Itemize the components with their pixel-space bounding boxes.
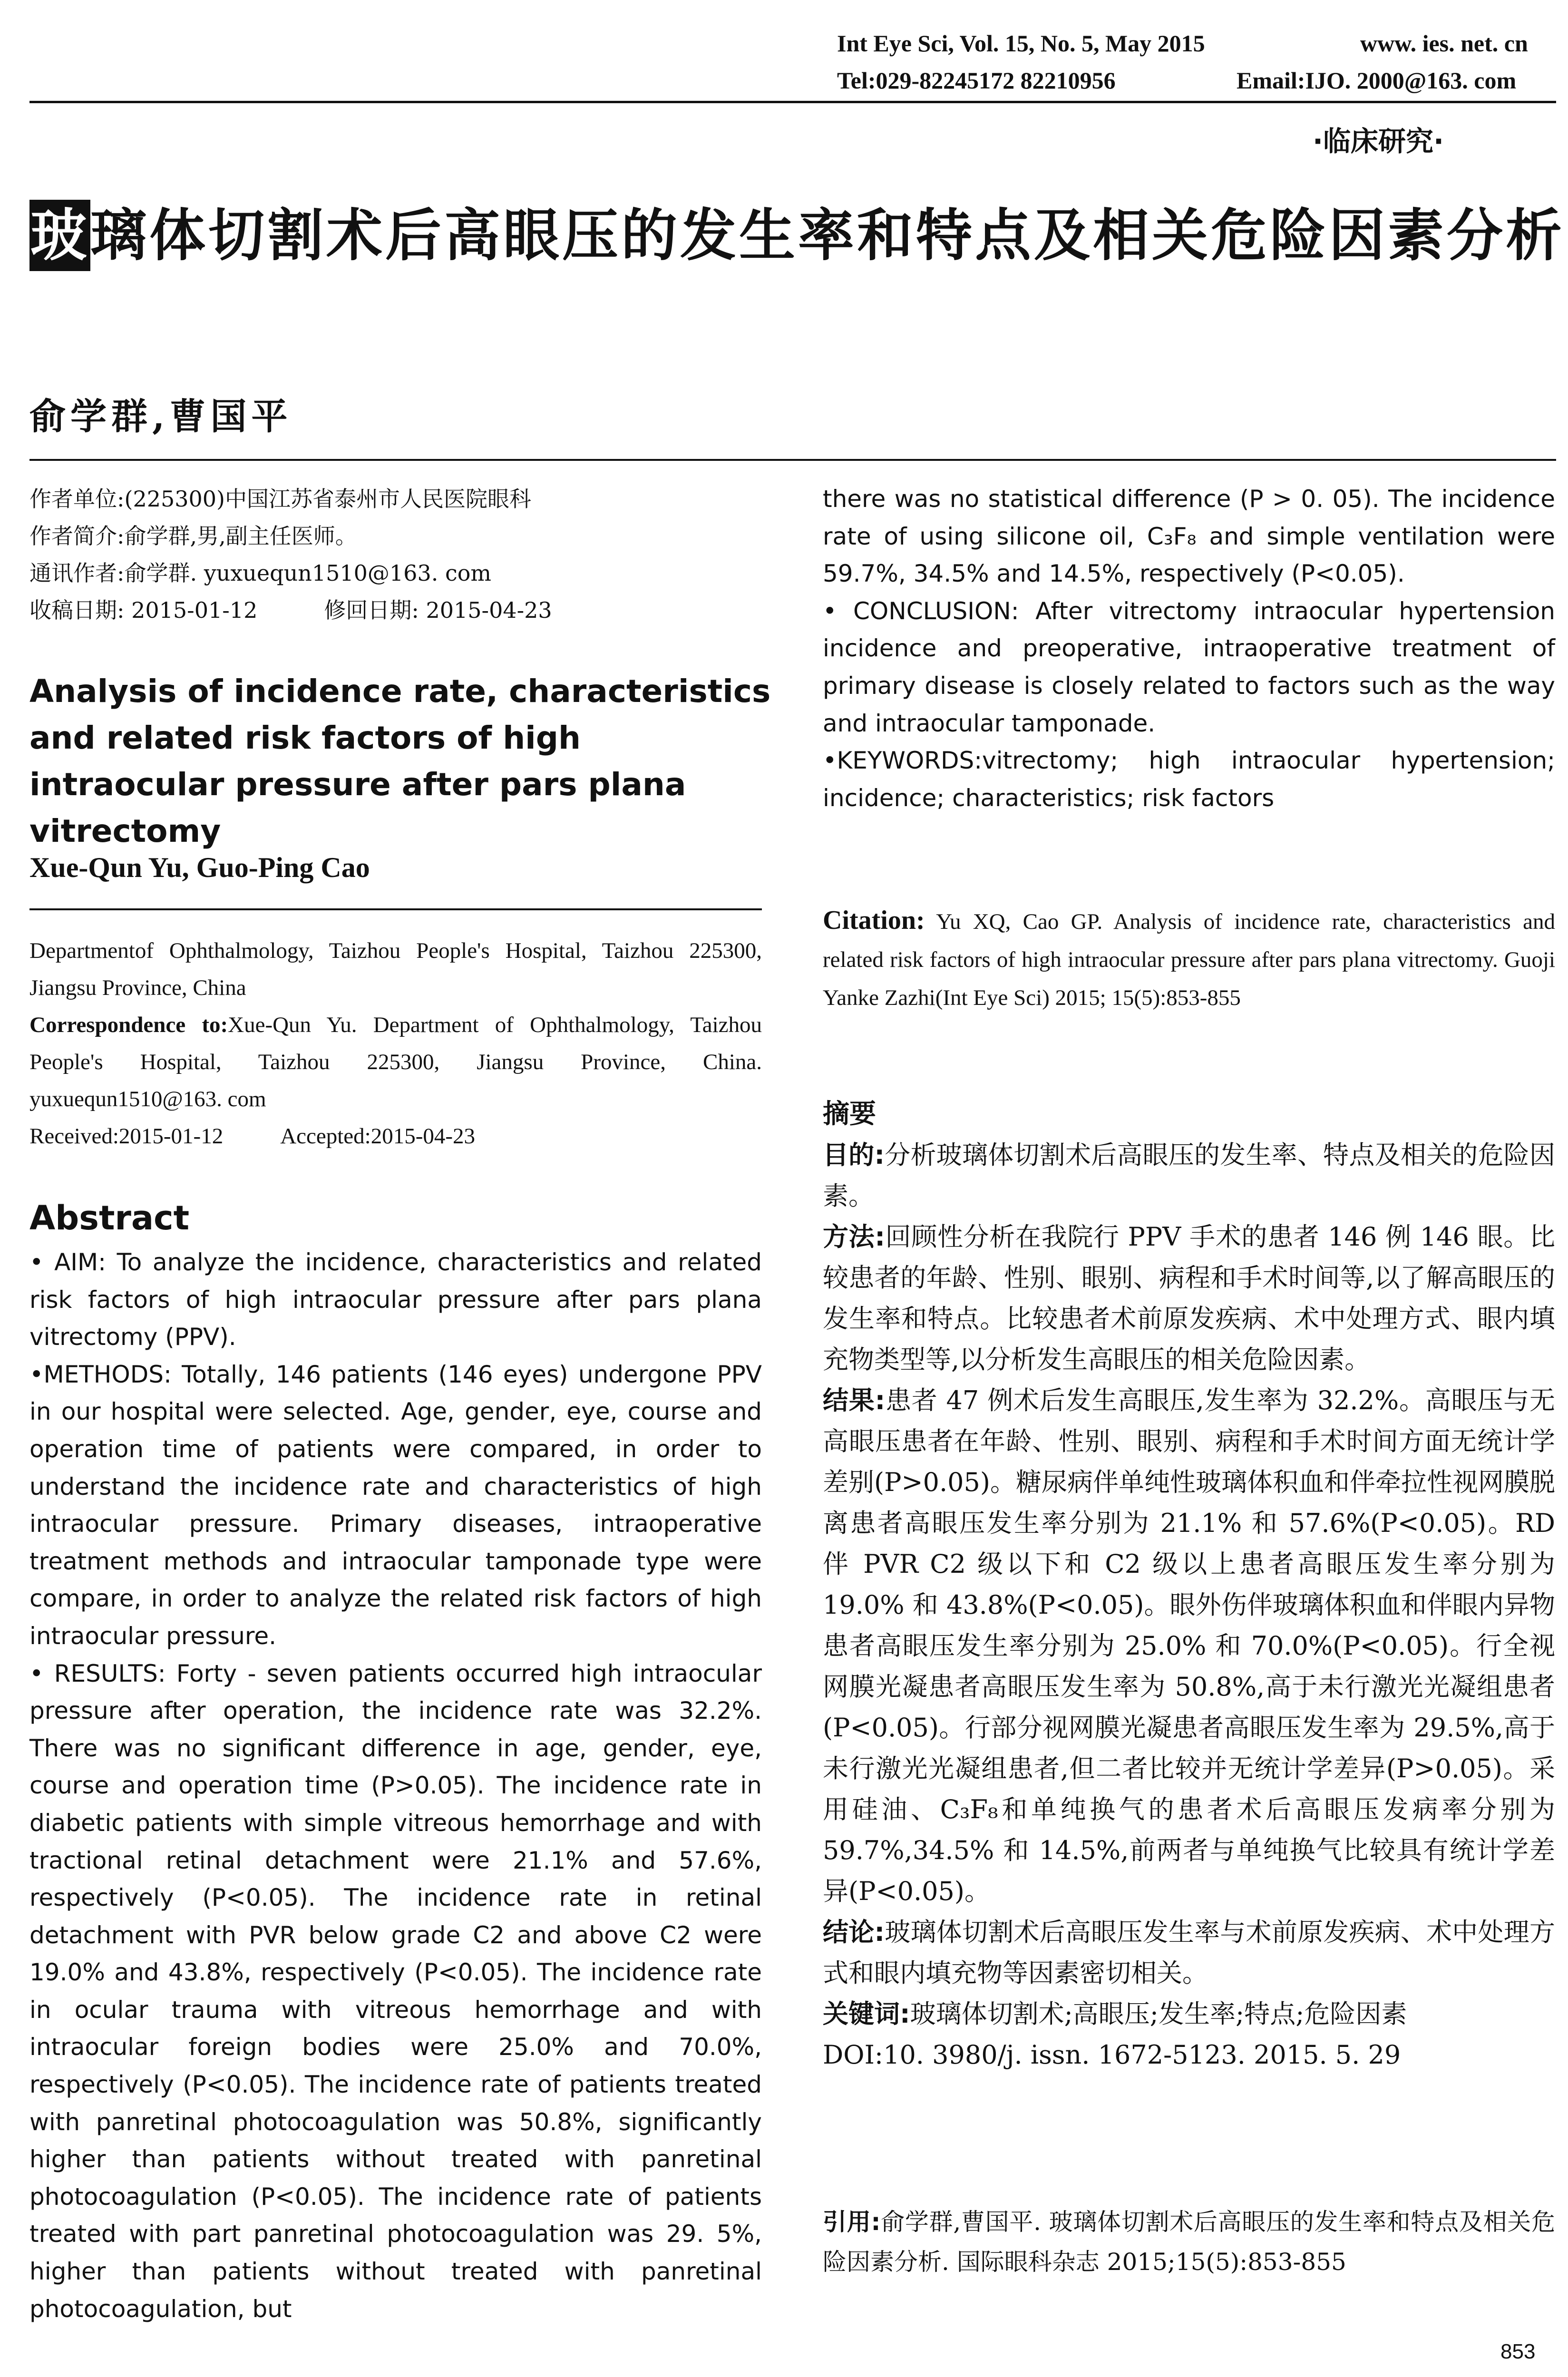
affil-dates xyxy=(29,1118,762,1155)
affil-dept: Departmentof Ophthalmology, Taizhou People's Hospital, Taizhou 225300, Jiangsu Province, China xyxy=(29,938,762,1000)
section-label: ·临床研究· xyxy=(1313,125,1444,157)
abstract-cn xyxy=(823,1094,1555,2075)
abstract-cn-doi: DOI:10. 3980/j. issn. 1672-5123. 2015. 5. 29 xyxy=(823,2040,1401,2070)
journal-tel: Tel:029-82245172 82210956 xyxy=(837,67,1116,94)
cn-conclusion-text: 玻璃体切割术后高眼压发生率与术前原发疾病、术中处理方式和眼内填充物等因素密切相关。 xyxy=(823,1917,1555,1988)
abstract-cn-aim xyxy=(823,1135,1555,1217)
cn-results-label: 结果: xyxy=(823,1385,886,1415)
cn-dates xyxy=(29,592,771,629)
citation-cn xyxy=(823,2202,1555,2282)
title-first-char: 玻 xyxy=(29,200,90,271)
page-number: 853 xyxy=(1500,2340,1536,2363)
abstract-heading: Abstract xyxy=(29,1198,190,1237)
abstract-cn-conclusion xyxy=(823,1912,1555,1994)
cn-meta xyxy=(29,480,771,629)
abstract-keywords: •KEYWORDS:vitrectomy; high intraocular hypertension; incidence; characteristics; risk factors xyxy=(823,747,1555,812)
abstract-cn-methods xyxy=(823,1217,1555,1380)
affil-received: Received:2015-01-12 xyxy=(29,1124,224,1149)
cn-corr: 通讯作者:俞学群. yuxuequn1510@163. com xyxy=(29,560,492,586)
cn-methods-label: 方法: xyxy=(823,1222,885,1252)
header-rule xyxy=(29,101,1556,103)
affiliation xyxy=(29,932,762,1155)
citation-cn-text: 俞学群,曹国平. 玻璃体切割术后高眼压的发生率和特点及相关危险因素分析. 国际眼科杂志 2015;15(5):853-855 xyxy=(823,2208,1555,2276)
affil-corr-text: Xue-Qun Yu. Department of Ophthalmology, Taizhou People's Hospital, Taizhou 225300, Jiangsu Province, China. yuxuequn1510@163. com xyxy=(29,1013,762,1111)
affil-accepted: Accepted:2015-04-23 xyxy=(280,1124,476,1149)
title-rule xyxy=(29,459,1556,461)
affil-corr-label: Correspondence to: xyxy=(29,1013,228,1037)
cn-unit: 作者单位:(225300)中国江苏省泰州市人民医院眼科 xyxy=(29,486,531,512)
abstract-en-right xyxy=(823,480,1555,817)
authors-cn: 俞学群,曹国平 xyxy=(29,395,292,438)
citation-cn-label: 引用: xyxy=(823,2208,881,2236)
abstract-results: • RESULTS: Forty - seven patients occurred high intraocular pressure after operation, the incidence rate was 32.2%. There was no significant difference in age, gender, eye, course and operation time (P>0.05). The incidence rate in diabetic patients with simple vitreous hemorrhage and with tractional retinal detachment were 21.1% and 57.6%, respectively (P<0.05). The incidence rate in retinal detachment with PVR below grade C2 and above C2 were 19.0% and 43.8%, respectively (P<0.05). The incidence rate in ocular trauma with vitreous hemorrhage and with intraocular foreign bodies were 25.0% and 70.0%, respectively (P<0.05). The incidence rate of patients treated with panretinal photocoagulation was 50.8%, significantly higher than patients without treated with panretinal photocoagulation (P<0.05). The incidence rate of patients treated with part panretinal photocoagulation was 29. 5%, higher than patients without treated with panretinal photocoagulation, but xyxy=(29,1659,762,2323)
abstract-cn-results xyxy=(823,1380,1555,1912)
cn-revised: 修回日期: 2015-04-23 xyxy=(324,597,552,623)
journal-email: Email:IJO. 2000@163. com xyxy=(1237,67,1517,94)
cn-keywords-text: 玻璃体切割术;高眼压;发生率;特点;危险因素 xyxy=(910,1999,1407,2029)
title-rest: 璃体切割术后高眼压的发生率和特点及相关危险因素分析 xyxy=(90,203,1565,268)
authors-en: Xue-Qun Yu, Guo-Ping Cao xyxy=(29,852,370,883)
cn-aim-label: 目的: xyxy=(823,1140,885,1170)
abstract-methods: •METHODS: Totally, 146 patients (146 eyes) undergone PPV in our hospital were selected. Age, gender, eye, course and operation time of patients were compared, in order to understand the incidence rate and characteristics of high intraocular pressure. Primary diseases, intraoperative treatment methods and intraocular tamponade type were compare, in order to analyze the related risk factors of high intraocular pressure. xyxy=(29,1360,762,1650)
cn-methods-text: 回顾性分析在我院行 PPV 手术的患者 146 例 146 眼。比较患者的年龄、性别、眼别、病程和手术时间等,以了解高眼压的发生率和特点。比较患者术前原发疾病、术中处理方式、眼内填充物类型等,以分析发生高眼压的相关危险因素。 xyxy=(823,1222,1555,1374)
journal-line: Int Eye Sci, Vol. 15, No. 5, May 2015 xyxy=(837,30,1205,57)
cn-intro: 作者简介:俞学群,男,副主任医师。 xyxy=(29,523,357,549)
affil-rule xyxy=(29,908,762,910)
cn-aim-text: 分析玻璃体切割术后高眼压的发生率、特点及相关的危险因素。 xyxy=(823,1140,1555,1211)
journal-website: www. ies. net. cn xyxy=(1360,30,1528,57)
abstract-conclusion: • CONCLUSION: After vitrectomy intraocular hypertension incidence and preoperative, intraoperative treatment of primary disease is closely related to factors such as the way and intraocular tamponade. xyxy=(823,597,1555,737)
abstract-results-cont: there was no statistical difference (P > 0. 05). The incidence rate of using silicone oil, C₃F₈ and simple ventilation were 59.7%, 34.5% and 14.5%, respectively (P<0.05). xyxy=(823,485,1555,588)
cn-conclusion-label: 结论: xyxy=(823,1917,885,1947)
cn-received: 收稿日期: 2015-01-12 xyxy=(29,597,258,623)
abstract-cn-heading: 摘要 xyxy=(823,1099,876,1130)
abstract-cn-keywords xyxy=(823,1994,1555,2035)
abstract-en-left xyxy=(29,1244,762,2328)
citation-label: Citation: xyxy=(823,906,925,935)
cn-keywords-label: 关键词: xyxy=(823,1999,910,2029)
citation-text: Yu XQ, Cao GP. Analysis of incidence rate, characteristics and related risk factors of high intraocular pressure after pars plana vitrectomy. Guoji Yanke Zazhi(Int Eye Sci) 2015; 15(5):853-855 xyxy=(823,909,1556,1010)
affil-corr xyxy=(29,1006,762,1118)
cn-results-text: 患者 47 例术后发生高眼压,发生率为 32.2%。高眼压与无高眼压患者在年龄、性别、眼别、病程和手术时间方面无统计学差别(P>0.05)。糖尿病伴单纯性玻璃体积血和伴牵拉性视网膜脱离患者高眼压发生率分别为 21.1% 和 57.6%(P<0.05)。RD 伴 PVR C2 级以下和 C2 级以上患者高眼压发生率分别为 19.0% 和 43.8%(P<0.05)。眼外伤伴玻璃体积血和伴眼内异物患者高眼压发生率分别为 25.0% 和 70.0%(P<0.05)。行全视网膜光凝患者高眼压发生率为 50.8%,高于未行激光光凝组患者(P<0.05)。行部分视网膜光凝患者高眼压发生率为 29.5%,高于未行激光光凝组患者,但二者比较并无统计学差异(P>0.05)。采用硅油、C₃F₈和单纯换气的患者术后高眼压发病率分别为 59.7%,34.5% 和 14.5%,前两者与单纯换气比较具有统计学差异(P<0.05)。 xyxy=(823,1385,1555,1906)
citation xyxy=(823,901,1555,1017)
article-title-cn xyxy=(29,200,1566,271)
article-title-en: Analysis of incidence rate, characteristics and related risk factors of high intraocular pressure after pars plana vitrectomy xyxy=(29,673,771,849)
abstract-aim: • AIM: To analyze the incidence, characteristics and related risk factors of high intraocular pressure after pars plana vitrectomy (PPV). xyxy=(29,1248,762,1351)
